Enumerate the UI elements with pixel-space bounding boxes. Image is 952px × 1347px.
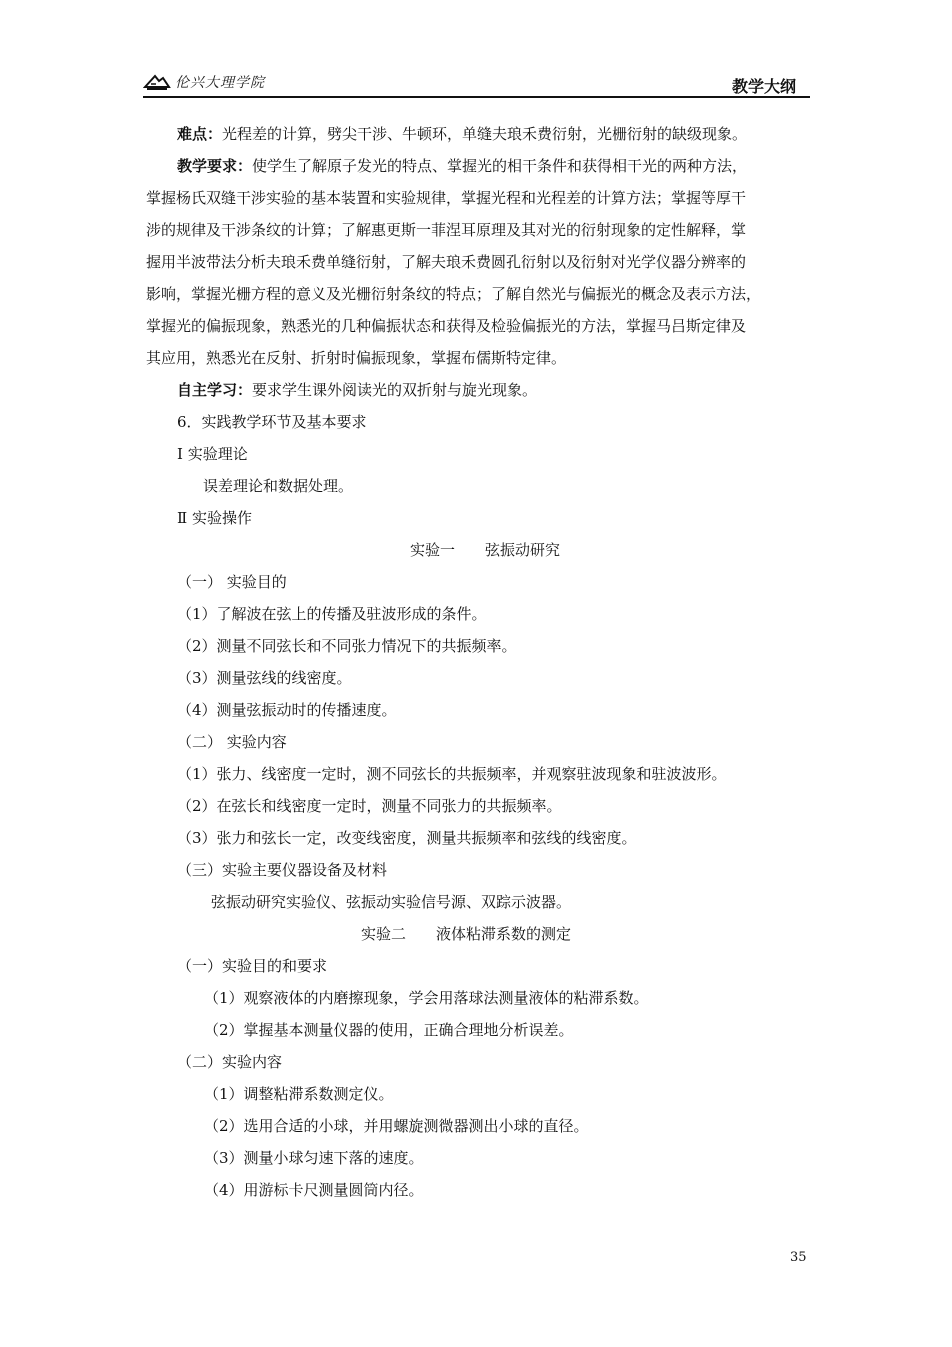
- page-header: [143, 68, 810, 96]
- requirements-line-1: [177, 156, 747, 176]
- difficulty-label: 难点：: [177, 125, 223, 143]
- self-study-label: 自主学习：: [177, 381, 253, 399]
- exp1-objective-1: （1）了解波在弦上的传播及驻波形成的条件。: [177, 605, 487, 623]
- requirements-text-1: 使学生了解原子发光的特点、掌握光的相干条件和获得相干光的两种方法，: [252, 157, 748, 175]
- exp1-section-2-heading: （二） 实验内容: [177, 733, 287, 751]
- exp2-content-2: （2）选用合适的小球，并用螺旋测微器测出小球的直径。: [204, 1117, 589, 1135]
- exp2-section-1-heading: （一）实验目的和要求: [177, 957, 328, 975]
- part-1-text: 误差理论和数据处理。: [203, 477, 354, 495]
- requirements-line-6: 掌握光的偏振现象，熟悉光的几种偏振状态和获得及检验偏振光的方法，掌握马吕斯定律及: [146, 317, 747, 335]
- exp1-equipment-text: 弦振动研究实验仪、弦振动实验信号源、双踪示波器。: [211, 893, 572, 911]
- school-logo: [143, 70, 265, 94]
- difficulty-text: 光程差的计算，劈尖干涉、牛顿环，单缝夫琅禾费衍射，光栅衍射的缺级现象。: [222, 125, 748, 143]
- exp2-content-1: （1）调整粘滞系数测定仪。: [204, 1085, 394, 1103]
- exp2-section-2-heading: （二）实验内容: [177, 1053, 283, 1071]
- exp2-objective-2: （2）掌握基本测量仪器的使用，正确合理地分析误差。: [204, 1021, 574, 1039]
- exp2-content-4: （4）用游标卡尺测量圆筒内径。: [204, 1181, 424, 1199]
- requirements-line-4: 握用半波带法分析夫琅禾费单缝衍射，了解夫琅禾费圆孔衍射以及衍射对光学仪器分辨率的: [146, 253, 747, 271]
- exp2-content-3: （3）测量小球匀速下落的速度。: [204, 1149, 424, 1167]
- exp1-section-1-heading: （一） 实验目的: [177, 573, 287, 591]
- page-number: 35: [790, 1250, 807, 1265]
- logo-text: 伦兴大理学院: [175, 75, 265, 91]
- experiment-1-title: 实验一 弦振动研究: [410, 541, 561, 559]
- requirements-label: 教学要求：: [177, 157, 253, 175]
- requirements-line-2: 掌握杨氏双缝干涉实验的基本装置和实验规律，掌握光程和光程差的计算方法；掌握等厚干: [146, 189, 747, 207]
- requirements-line-3: 涉的规律及干涉条纹的计算；了解惠更斯一菲涅耳原理及其对光的衍射现象的定性解释，掌: [146, 221, 747, 239]
- header-divider: [143, 96, 810, 98]
- requirements-line-7: 其应用，熟悉光在反射、折射时偏振现象，掌握布儒斯特定律。: [146, 349, 567, 367]
- logo-mark-icon: [143, 73, 171, 91]
- experiment-2-title: 实验二 液体粘滞系数的测定: [361, 925, 572, 943]
- self-study-text: 要求学生课外阅读光的双折射与旋光现象。: [252, 381, 538, 399]
- section-6-heading: 6．实践教学环节及基本要求: [177, 413, 367, 431]
- requirements-line-5: 影响，掌握光栅方程的意义及光栅衍射条纹的特点；了解自然光与偏振光的概念及表示方法，: [146, 285, 762, 303]
- exp1-content-3: （3）张力和弦长一定，改变线密度，测量共振频率和弦线的线密度。: [177, 829, 637, 847]
- exp1-objective-3: （3）测量弦线的线密度。: [177, 669, 352, 687]
- exp2-objective-1: （1）观察液体的内磨擦现象，学会用落球法测量液体的粘滞系数。: [204, 989, 649, 1007]
- difficulty-paragraph: [177, 124, 747, 144]
- exp1-objective-2: （2）测量不同弦长和不同张力情况下的共振频率。: [177, 637, 517, 655]
- part-2-heading: Ⅱ 实验操作: [177, 509, 252, 527]
- exp1-objective-4: （4）测量弦振动时的传播速度。: [177, 701, 397, 719]
- part-1-heading: Ⅰ 实验理论: [177, 445, 248, 463]
- exp1-content-2: （2）在弦长和线密度一定时，测量不同张力的共振频率。: [177, 797, 562, 815]
- self-study-paragraph: [177, 380, 537, 400]
- exp1-section-3-heading: （三）实验主要仪器设备及材料: [177, 861, 388, 879]
- exp1-content-1: （1）张力、线密度一定时，测不同弦长的共振频率，并观察驻波现象和驻波波形。: [177, 765, 727, 783]
- header-title: 教学大纲: [731, 77, 796, 96]
